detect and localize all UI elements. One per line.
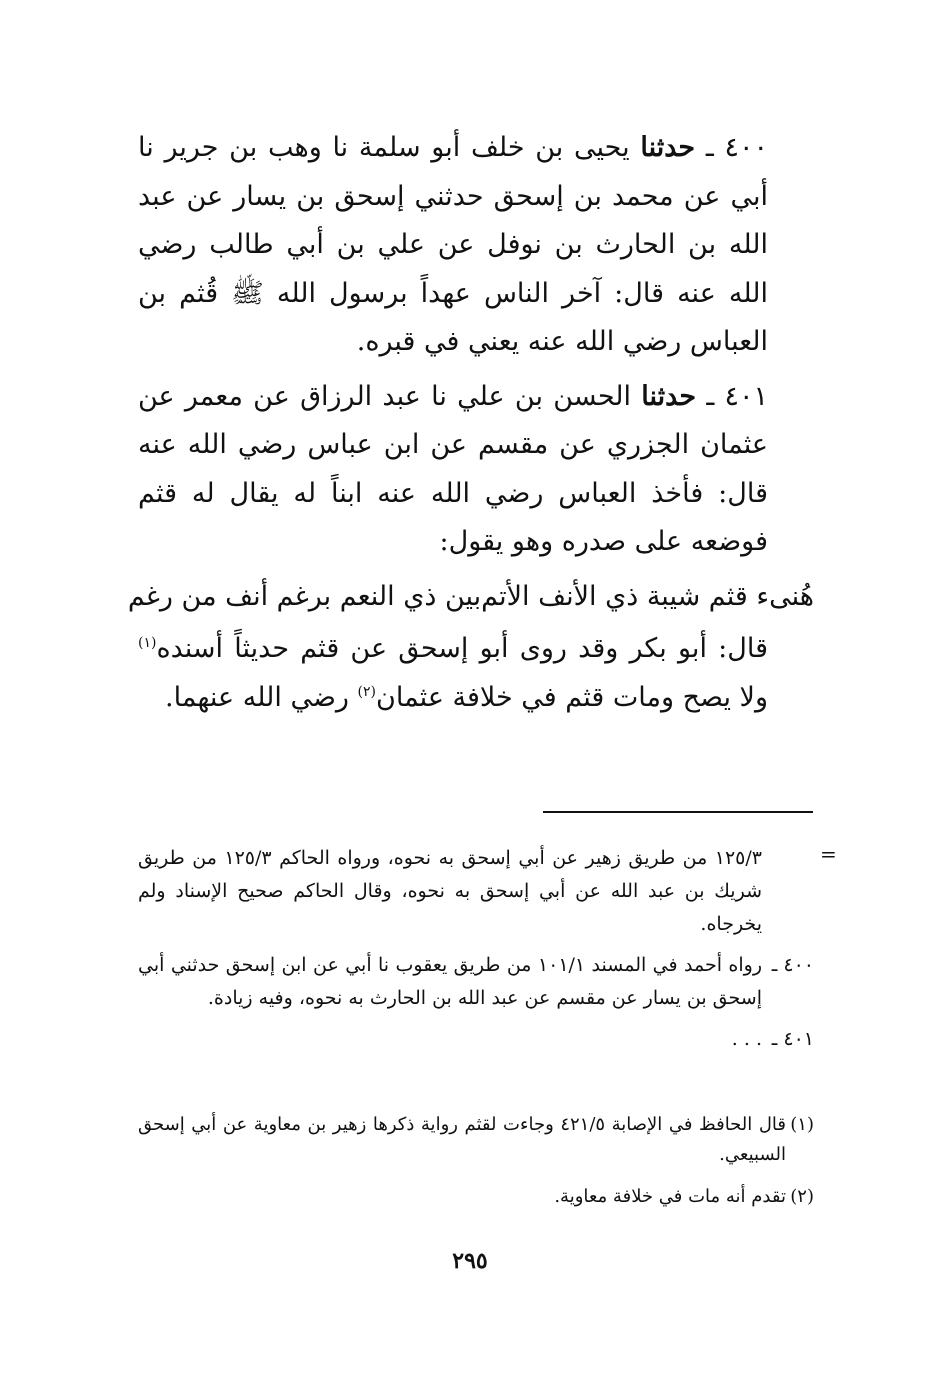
footnote-text: قال الحافظ في الإصابة ٤٢١/٥ وجاءت لقثم رواية ذكرها زهير بن معاوية عن أبي إسحق السبيعي. <box>138 1114 786 1165</box>
poem-verse <box>127 573 814 622</box>
closing-text: رضي الله عنهما. <box>165 681 349 713</box>
note-continued: ١٢٥/٣ من طريق زهير عن أبي إسحق به نحوه، ورواه الحاكم ١٢٥/٣ من طريق شريك بن عبد الله عن أبي إسحق به نحوه، وقال الحاكم صحيح الإسناد ولم يخرجاه. <box>138 847 762 935</box>
footnote-number: (١) <box>790 1114 814 1135</box>
hadith-lead-word: حدثنا <box>640 132 696 163</box>
footnote-ref: (٢) <box>357 683 377 700</box>
poem-second-hemistich: بين ذي النعم برغم أنف من رغم <box>127 580 482 612</box>
main-text <box>127 124 814 728</box>
footnote-number: (٢) <box>790 1186 814 1207</box>
note-text: . . . <box>731 1028 762 1050</box>
note-400 <box>138 949 814 1015</box>
hadith-lead-word: حدثنا <box>641 380 697 412</box>
hadith-text: الحسن بن علي نا عبد الرزاق عن معمر عن عثمان الجزري عن مقسم عن ابن عباس رضي الله عنه قال: فأخذ العباس رضي الله عنه ابناً له يقال له قثم فوضعه على صدره وهو يقول: <box>138 380 768 557</box>
closing-text: ولا يصح ومات قثم في خلافة عثمان <box>376 681 768 713</box>
hadith-401 <box>138 373 814 567</box>
note-401 <box>138 1023 814 1056</box>
footnote-1 <box>138 1110 814 1170</box>
footnote-2 <box>138 1182 814 1212</box>
takhrij-notes <box>138 842 814 1064</box>
note-number: ٤٠١ ـ <box>771 1028 814 1050</box>
page-number: ٢٩٥ <box>452 1248 488 1274</box>
continuation-mark: = <box>820 842 837 866</box>
footnote-text: تقدم أنه مات في خلافة معاوية. <box>554 1186 786 1207</box>
footnotes <box>138 1110 814 1224</box>
note-number: ٤٠٠ ـ <box>771 954 814 976</box>
closing-text: قال: أبو بكر وقد روى أبو إسحق عن قثم حديثاً أسنده <box>156 633 768 664</box>
poem-first-hemistich: هُنىء قثم شيبة ذي الأنف الأتم <box>481 580 814 612</box>
closing-paragraph <box>138 625 814 722</box>
note-text: رواه أحمد في المسند ١٠١/١ من طريق يعقوب نا أبي عن ابن إسحق حدثني أبي إسحق بن يسار عن مقسم عن عبد الله بن الحارث به نحوه، وفيه زيادة. <box>138 954 762 1009</box>
hadith-400 <box>138 124 814 367</box>
hadith-number: ٤٠١ ـ <box>706 380 769 412</box>
hadith-number: ٤٠٠ ـ <box>705 132 768 163</box>
notes-divider <box>543 811 813 813</box>
footnote-ref: (١) <box>138 635 157 651</box>
hadith-text: يحيى بن خلف أبو سلمة نا وهب بن جرير نا أبي عن محمد بن إسحق حدثني إسحق بن يسار عن عبد الله بن الحارث بن نوفل عن علي بن أبي طالب رضي الله عنه قال: آخر الناس عهداً برسول الله ﷺ قُثم بن العباس رضي الله عنه يعني في قبره. <box>138 132 768 357</box>
